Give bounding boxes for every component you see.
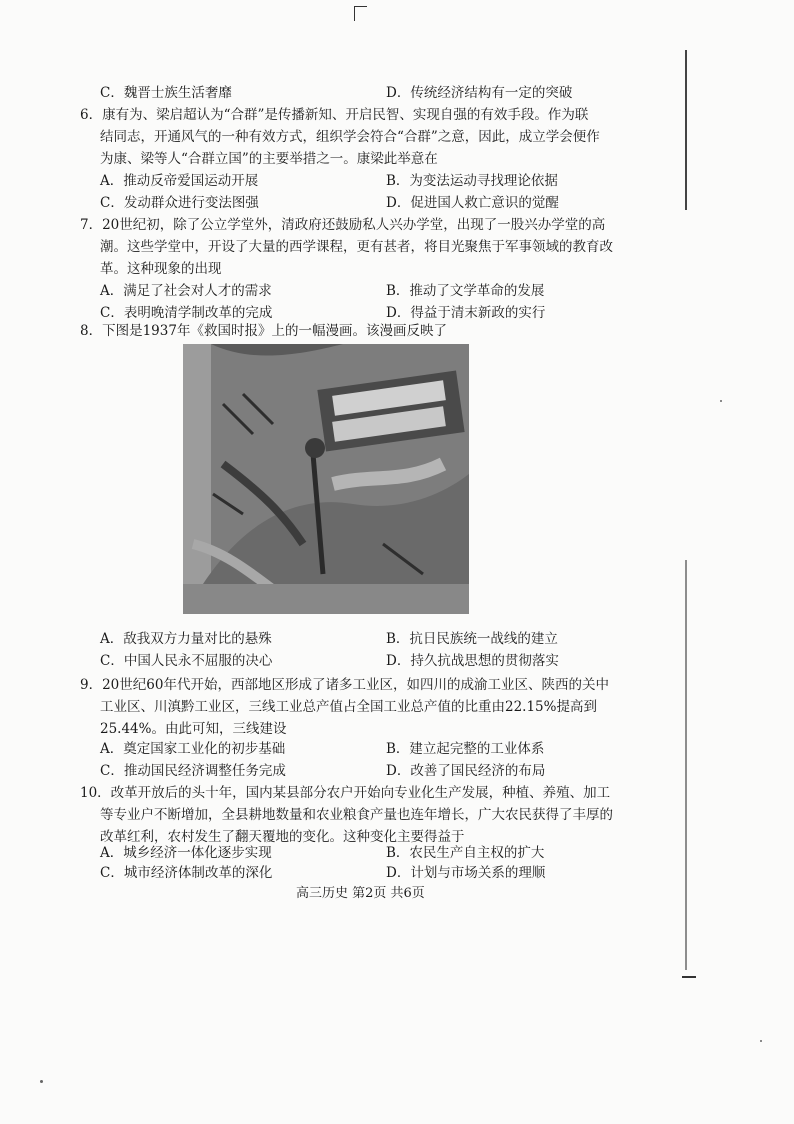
- q10-option-d: D．计划与市场关系的理顺: [386, 865, 546, 881]
- q10-stem-line: 10．改革开放后的头十年，国内某县部分农户开始向专业化生产发展，种植、养殖、加工: [80, 785, 611, 801]
- q10-option-a: A．城乡经济一体化逐步实现: [100, 845, 272, 861]
- cartoon-image: [183, 344, 469, 614]
- page-edge-line: [685, 560, 687, 970]
- page-edge-line: [685, 50, 687, 210]
- q6-option-a: A．推动反帝爱国运动开展: [100, 173, 259, 189]
- q6-stem-line: 为康、梁等人“合群立国”的主要举措之一。康梁此举意在: [100, 151, 438, 167]
- q7-option-d: D．得益于清末新政的实行: [386, 305, 546, 321]
- q10-stem-line: 改革红利，农村发生了翻天覆地的变化。这种变化主要得益于: [100, 829, 465, 845]
- q8-option-b: B．抗日民族统一战线的建立: [386, 631, 558, 647]
- q6-option-b: B．为变法运动寻找理论依据: [386, 173, 558, 189]
- page-footer: 高三历史 第2页 共6页: [296, 886, 425, 901]
- q10-option-c: C．城市经济体制改革的深化: [100, 865, 273, 881]
- scan-speck: [40, 1080, 43, 1083]
- q9-stem-line: 25.44%。由此可知，三线建设: [100, 721, 287, 737]
- q6-stem-line: 6．康有为、梁启超认为“合群”是传播新知、开启民智、实现自强的有效手段。作为联: [80, 107, 589, 123]
- q8-option-a: A．敌我双方力量对比的悬殊: [100, 631, 272, 647]
- crop-mark-top: [354, 6, 367, 21]
- q9-stem-line: 工业区、川滇黔工业区，三线工业总产值占全国工业总产值的比重由22.15%提高到: [100, 699, 597, 715]
- q10-stem-line: 等专业户不断增加，全县耕地数量和农业粮食产量也连年增长，广大农民获得了丰厚的: [100, 807, 613, 823]
- q8-option-c: C．中国人民永不屈服的决心: [100, 653, 273, 669]
- cartoon-drawing: [183, 344, 469, 614]
- q8-stem: 8．下图是1937年《救国时报》上的一幅漫画。该漫画反映了: [80, 323, 447, 339]
- q7-stem-line: 潮。这些学堂中，开设了大量的西学课程，更有甚者，将目光聚焦于军事领域的教育改: [100, 239, 613, 255]
- q9-option-d: D．改善了国民经济的布局: [386, 763, 546, 779]
- q7-stem-line: 7．20世纪初，除了公立学堂外，清政府还鼓励私人兴办学堂，出现了一股兴办学堂的高: [80, 217, 606, 233]
- q7-stem-line: 革。这种现象的出现: [100, 261, 222, 277]
- q5-option-d: D．传统经济结构有一定的突破: [386, 85, 573, 101]
- q6-option-d: D．促进国人救亡意识的觉醒: [386, 195, 559, 211]
- crop-mark-corner: [682, 976, 696, 978]
- q7-option-c: C．表明晚清学制改革的完成: [100, 305, 273, 321]
- q7-option-b: B．推动了文学革命的发展: [386, 283, 545, 299]
- q9-option-a: A．奠定国家工业化的初步基础: [100, 741, 286, 757]
- q6-stem-line: 结同志，开通风气的一种有效方式，组织学会符合“合群”之意，因此，成立学会便作: [100, 129, 600, 145]
- scan-speck: [720, 400, 722, 402]
- scan-speck: [760, 1040, 762, 1042]
- q6-option-c: C．发动群众进行变法图强: [100, 195, 259, 211]
- q9-stem-line: 9．20世纪60年代开始，西部地区形成了诸多工业区，如四川的成渝工业区、陕西的关中: [80, 677, 609, 693]
- q10-option-b: B．农民生产自主权的扩大: [386, 845, 545, 861]
- q8-option-d: D．持久抗战思想的贯彻落实: [386, 653, 559, 669]
- q9-option-b: B．建立起完整的工业体系: [386, 741, 545, 757]
- q9-option-c: C．推动国民经济调整任务完成: [100, 763, 286, 779]
- q7-option-a: A．满足了社会对人才的需求: [100, 283, 272, 299]
- q5-option-c: C．魏晋士族生活奢靡: [100, 85, 232, 101]
